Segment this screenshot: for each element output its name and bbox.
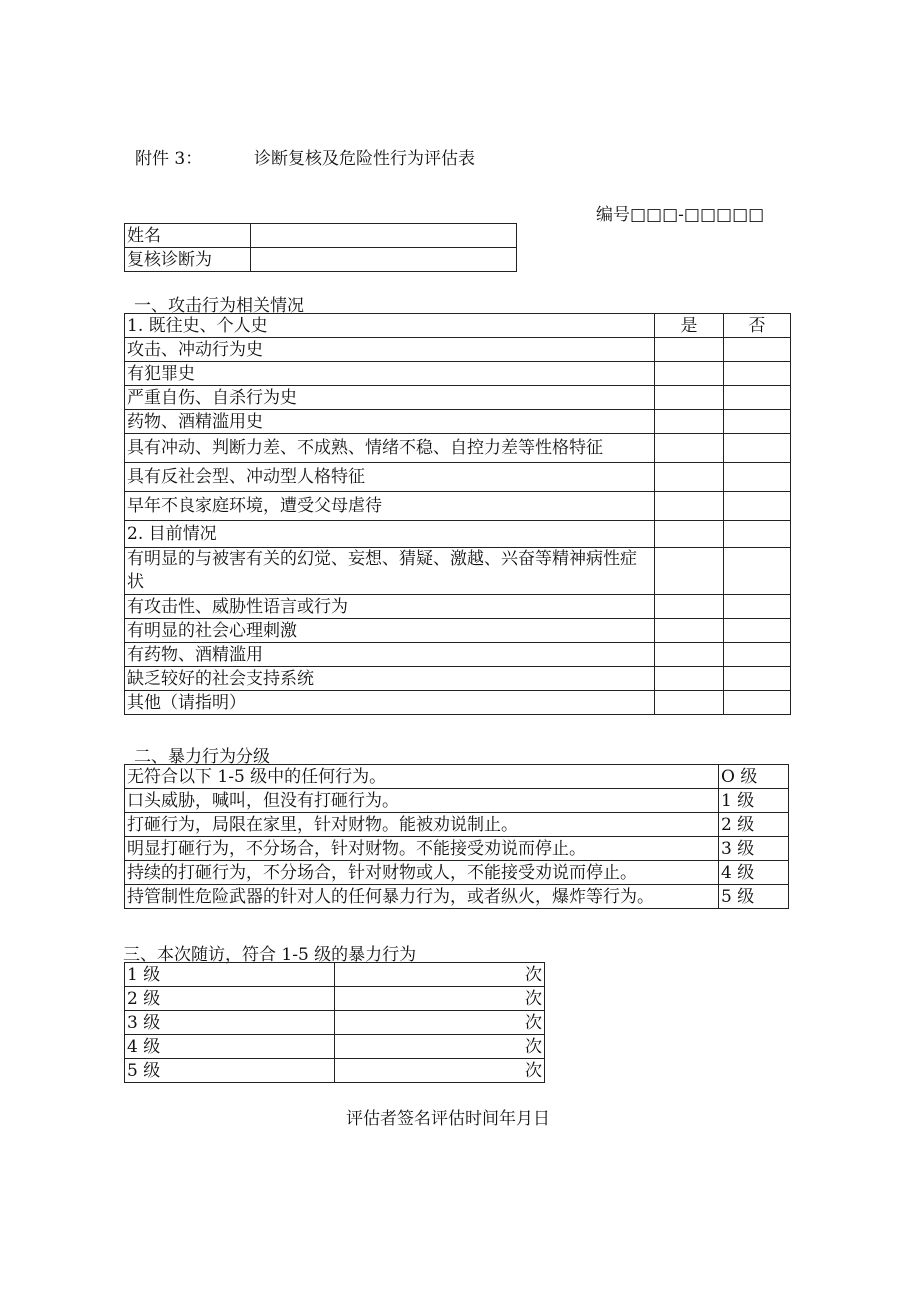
no-cell[interactable] bbox=[724, 643, 791, 667]
no-cell[interactable] bbox=[724, 362, 791, 386]
row-label: 有明显的与被害有关的幻觉、妄想、猜疑、激越、兴奋等精神病性症状 bbox=[125, 548, 655, 595]
yes-cell[interactable] bbox=[655, 521, 724, 548]
aggression-table bbox=[124, 313, 791, 715]
table-row bbox=[125, 492, 791, 521]
yes-column-header: 是 bbox=[655, 314, 724, 338]
table-row bbox=[125, 691, 791, 715]
table-row bbox=[125, 314, 791, 338]
table-row bbox=[125, 837, 789, 861]
row-label: 有攻击性、威胁性语言或行为 bbox=[125, 595, 655, 619]
no-cell[interactable] bbox=[724, 521, 791, 548]
table-row bbox=[125, 1011, 545, 1035]
row-label: 具有冲动、判断力差、不成熟、情绪不稳、自控力差等性格特征 bbox=[125, 434, 655, 463]
no-cell[interactable] bbox=[724, 548, 791, 595]
no-cell[interactable] bbox=[724, 338, 791, 362]
table-row bbox=[125, 548, 791, 595]
grade-description: 口头威胁，喊叫，但没有打砸行为。 bbox=[125, 789, 719, 813]
table-row bbox=[125, 861, 789, 885]
row-label: 有明显的社会心理刺激 bbox=[125, 619, 655, 643]
row-label: 有犯罪史 bbox=[125, 362, 655, 386]
followup-count-table bbox=[124, 962, 545, 1083]
table-row bbox=[125, 789, 789, 813]
table-row bbox=[125, 224, 517, 248]
count-field[interactable]: 次 bbox=[335, 1011, 545, 1035]
table-row bbox=[125, 619, 791, 643]
section2-heading: 二、暴力行为分级 bbox=[134, 747, 270, 767]
no-cell[interactable] bbox=[724, 463, 791, 492]
yes-cell[interactable] bbox=[655, 434, 724, 463]
no-cell[interactable] bbox=[724, 619, 791, 643]
table-row bbox=[125, 386, 791, 410]
yes-cell[interactable] bbox=[655, 667, 724, 691]
yes-cell[interactable] bbox=[655, 548, 724, 595]
table-row bbox=[125, 813, 789, 837]
grade-level[interactable]: 3 级 bbox=[719, 837, 789, 861]
diagnosis-label: 复核诊断为 bbox=[125, 248, 251, 272]
table-row bbox=[125, 765, 789, 789]
row-label: 1. 既往史、个人史 bbox=[125, 314, 655, 338]
row-label: 药物、酒精滥用史 bbox=[125, 410, 655, 434]
signature-line: 评估者签名评估时间年月日 bbox=[346, 1109, 550, 1129]
table-row bbox=[125, 885, 789, 909]
no-column-header: 否 bbox=[724, 314, 791, 338]
row-label: 2. 目前情况 bbox=[125, 521, 655, 548]
count-field[interactable]: 次 bbox=[335, 1059, 545, 1083]
table-row bbox=[125, 434, 791, 463]
count-field[interactable]: 次 bbox=[335, 1035, 545, 1059]
level-label: 1 级 bbox=[125, 963, 335, 987]
row-label: 早年不良家庭环境，遭受父母虐待 bbox=[125, 492, 655, 521]
page-title: 诊断复核及危险性行为评估表 bbox=[254, 149, 475, 169]
grade-level[interactable]: O 级 bbox=[719, 765, 789, 789]
no-cell[interactable] bbox=[724, 492, 791, 521]
diagnosis-field[interactable] bbox=[251, 248, 517, 272]
yes-cell[interactable] bbox=[655, 492, 724, 521]
table-row bbox=[125, 338, 791, 362]
row-label: 有药物、酒精滥用 bbox=[125, 643, 655, 667]
no-cell[interactable] bbox=[724, 434, 791, 463]
table-row bbox=[125, 987, 545, 1011]
grade-description: 无符合以下 1-5 级中的任何行为。 bbox=[125, 765, 719, 789]
row-label: 攻击、冲动行为史 bbox=[125, 338, 655, 362]
yes-cell[interactable] bbox=[655, 386, 724, 410]
table-row bbox=[125, 521, 791, 548]
row-label: 具有反社会型、冲动型人格特征 bbox=[125, 463, 655, 492]
table-row bbox=[125, 362, 791, 386]
grade-description: 明显打砸行为，不分场合，针对财物。不能接受劝说而停止。 bbox=[125, 837, 719, 861]
basic-info-table bbox=[124, 223, 517, 272]
level-label: 4 级 bbox=[125, 1035, 335, 1059]
table-row bbox=[125, 667, 791, 691]
no-cell[interactable] bbox=[724, 386, 791, 410]
no-cell[interactable] bbox=[724, 691, 791, 715]
row-label: 严重自伤、自杀行为史 bbox=[125, 386, 655, 410]
table-row bbox=[125, 1035, 545, 1059]
table-row bbox=[125, 643, 791, 667]
violence-grading-table bbox=[124, 764, 789, 909]
row-label: 其他（请指明） bbox=[125, 691, 655, 715]
yes-cell[interactable] bbox=[655, 595, 724, 619]
table-row bbox=[125, 248, 517, 272]
yes-cell[interactable] bbox=[655, 410, 724, 434]
no-cell[interactable] bbox=[724, 595, 791, 619]
grade-description: 持续的打砸行为，不分场合，针对财物或人，不能接受劝说而停止。 bbox=[125, 861, 719, 885]
grade-description: 持管制性危险武器的针对人的任何暴力行为，或者纵火，爆炸等行为。 bbox=[125, 885, 719, 909]
level-label: 3 级 bbox=[125, 1011, 335, 1035]
row-label: 缺乏较好的社会支持系统 bbox=[125, 667, 655, 691]
section3-heading: 三、本次随访，符合 1-5 级的暴力行为 bbox=[123, 945, 417, 965]
yes-cell[interactable] bbox=[655, 619, 724, 643]
level-label: 5 级 bbox=[125, 1059, 335, 1083]
yes-cell[interactable] bbox=[655, 463, 724, 492]
name-label: 姓名 bbox=[125, 224, 251, 248]
yes-cell[interactable] bbox=[655, 643, 724, 667]
attachment-label: 附件 3： bbox=[135, 149, 203, 169]
table-row bbox=[125, 463, 791, 492]
grade-level[interactable]: 2 级 bbox=[719, 813, 789, 837]
table-row bbox=[125, 410, 791, 434]
table-row bbox=[125, 1059, 545, 1083]
serial-number: 编号□□□-□□□□□ bbox=[596, 205, 765, 225]
level-label: 2 级 bbox=[125, 987, 335, 1011]
table-row bbox=[125, 595, 791, 619]
grade-level[interactable]: 1 级 bbox=[719, 789, 789, 813]
yes-cell[interactable] bbox=[655, 691, 724, 715]
grade-description: 打砸行为，局限在家里，针对财物。能被劝说制止。 bbox=[125, 813, 719, 837]
yes-cell[interactable] bbox=[655, 362, 724, 386]
count-field[interactable]: 次 bbox=[335, 987, 545, 1011]
grade-level[interactable]: 4 级 bbox=[719, 861, 789, 885]
yes-cell[interactable] bbox=[655, 338, 724, 362]
section1-heading: 一、攻击行为相关情况 bbox=[134, 296, 304, 316]
name-field[interactable] bbox=[251, 224, 517, 248]
table-row bbox=[125, 963, 545, 987]
no-cell[interactable] bbox=[724, 667, 791, 691]
no-cell[interactable] bbox=[724, 410, 791, 434]
grade-level[interactable]: 5 级 bbox=[719, 885, 789, 909]
count-field[interactable]: 次 bbox=[335, 963, 545, 987]
